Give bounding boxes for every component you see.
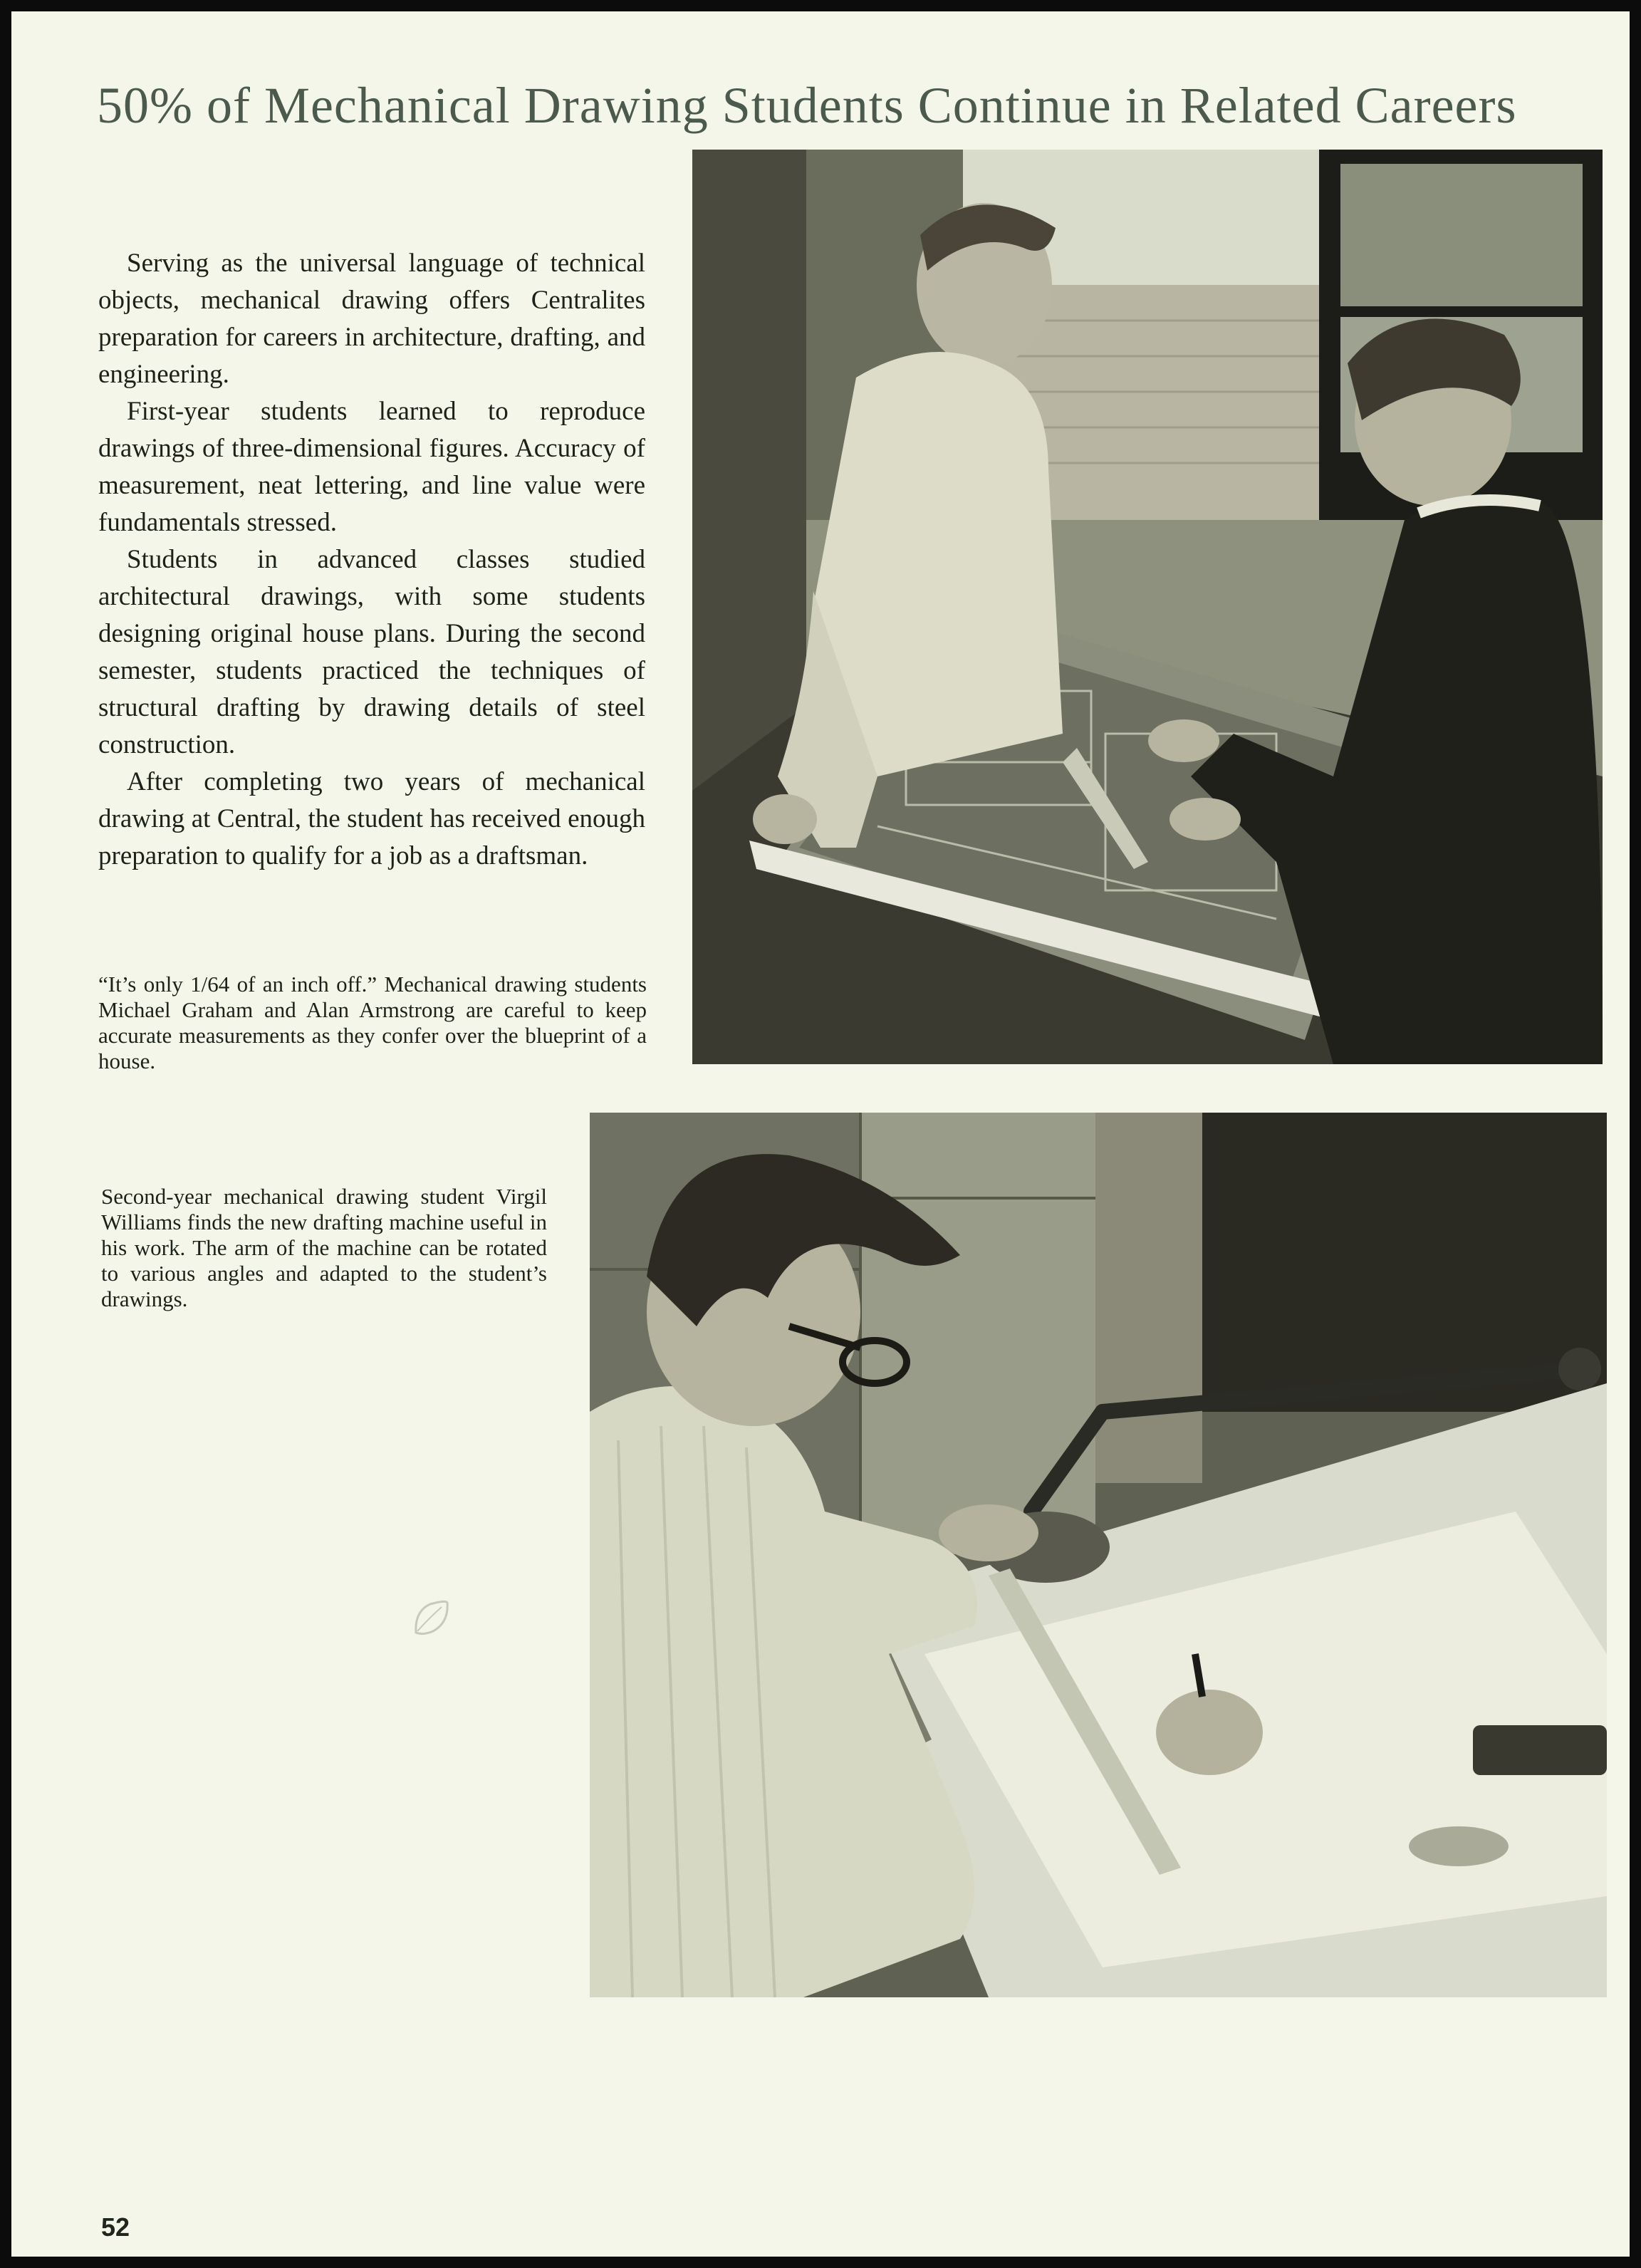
article-body: [98, 245, 645, 875]
paragraph-4: After completing two years of mechanical drawing at Central, the student has received enough preparation to qualify for a job as a draftsman.: [98, 767, 645, 870]
paragraph-3: Students in advanced classes studied architectural drawings, with some students designing original house plans. During the second semester, students practiced the techniques of structural drafting by drawing details of steel construction.: [98, 545, 645, 759]
photo-student-drafting-machine: [590, 1113, 1607, 1997]
photo-1-illustration: [692, 150, 1603, 1064]
photo-2-illustration: [590, 1113, 1607, 1997]
yearbook-page: [11, 11, 1630, 2257]
photo-1-caption: “It’s only 1/64 of an inch off.” Mechanical drawing students Michael Graham and Alan Armstrong are careful to keep accurate measurements as they confer over the blueprint of a house.: [98, 972, 647, 1073]
photo-two-students-blueprint: [692, 150, 1603, 1064]
photo-2-caption: Second-year mechanical drawing student Virgil Williams finds the new drafting machine useful in his work. The arm of the machine can be rotated to various angles and adapted to the student’s drawings.: [101, 1184, 547, 1311]
page-title: 50% of Mechanical Drawing Students Continue in Related Careers: [97, 77, 1517, 134]
paragraph-2: First-year students learned to reproduce drawings of three-dimensional figures. Accuracy of measurement, neat lettering, and line value were fundamentals stressed.: [98, 397, 645, 537]
page-number: 52: [101, 2212, 130, 2242]
leaf-watermark-icon: [409, 1597, 452, 1640]
paragraph-1: Serving as the universal language of technical objects, mechanical drawing offers Centralites preparation for careers in architecture, drafting, and engineering.: [98, 249, 645, 389]
